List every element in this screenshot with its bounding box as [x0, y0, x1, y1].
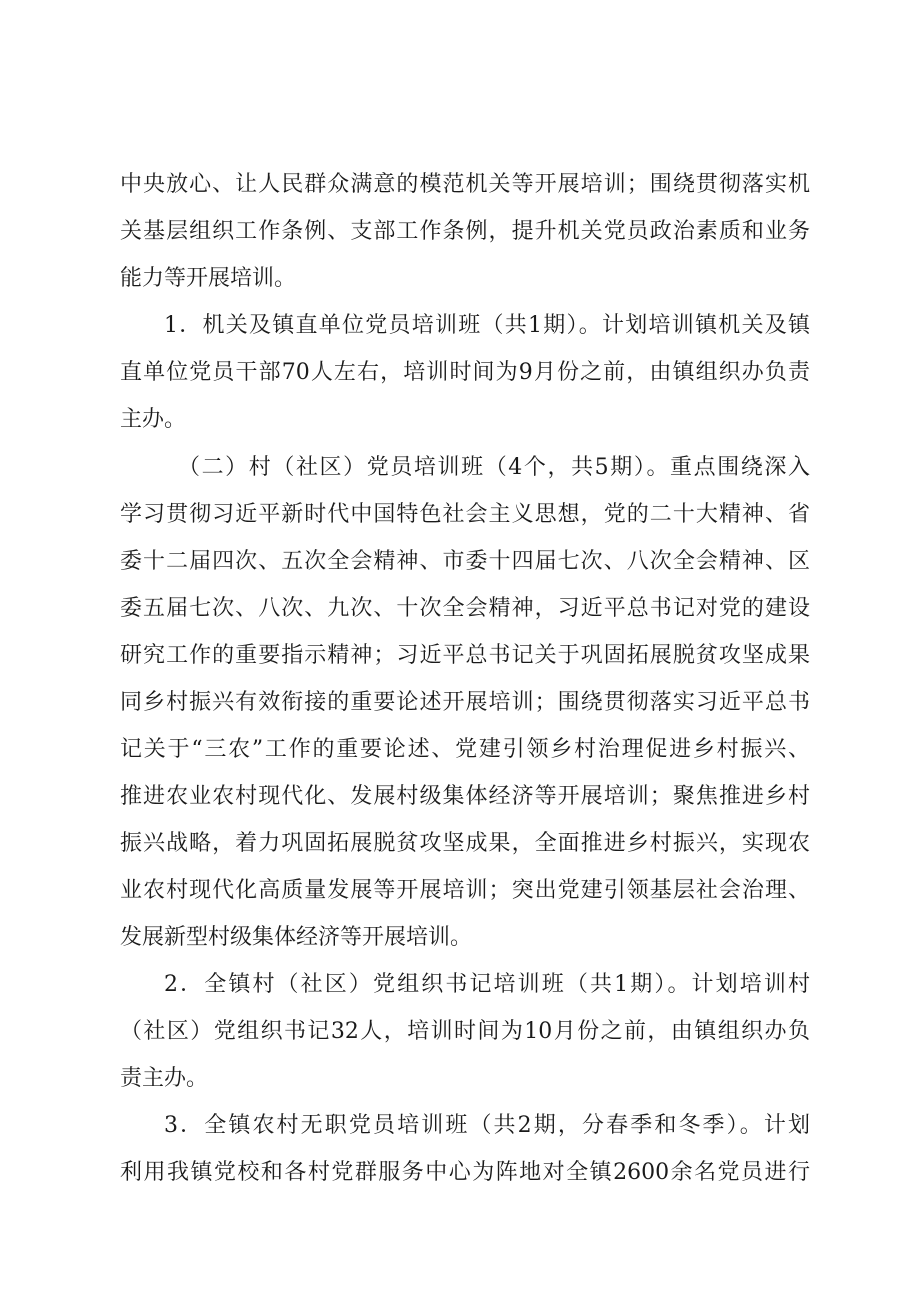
paragraph-1-line-0: 1．机关及镇直单位党员培训班（共1期）。计划培训镇机关及镇 — [164, 313, 810, 338]
paragraph-2-line-10: 发展新型村级集体经济等开展培训。 — [120, 925, 473, 950]
paragraph-4-line-1: 利用我镇党校和各村党群服务中心为阵地对全镇2600余名党员进行 — [120, 1160, 810, 1185]
paragraph-2-line-8: 振兴战略，着力巩固拓展脱贫攻坚成果，全面推进乡村振兴，实现农 — [120, 831, 810, 856]
paragraph-0-line-1: 关基层组织工作条例、支部工作条例，提升机关党员政治素质和业务 — [120, 219, 810, 244]
paragraph-0-line-2: 能力等开展培训。 — [120, 266, 297, 291]
paragraph-2-line-4: 研究工作的重要指示精神；习近平总书记关于巩固拓展脱贫攻坚成果 — [120, 643, 810, 668]
paragraph-2-line-6: 记关于“三农”工作的重要论述、党建引领乡村治理促进乡村振兴、 — [120, 737, 810, 762]
paragraph-2-line-1: 学习贯彻习近平新时代中国特色社会主义思想，党的二十大精神、省 — [120, 502, 810, 527]
paragraph-2-line-5: 同乡村振兴有效衔接的重要论述开展培训；围绕贯彻落实习近平总书 — [120, 690, 810, 715]
paragraph-1-line-1: 直单位党员干部70人左右，培训时间为9月份之前，由镇组织办负责 — [120, 360, 810, 385]
paragraph-2-line-2: 委十二届四次、五次全会精神、市委十四届七次、八次全会精神、区 — [120, 549, 810, 574]
paragraph-2-line-3: 委五届七次、八次、九次、十次全会精神，习近平总书记对党的建设 — [120, 596, 810, 621]
paragraph-3-line-2: 责主办。 — [120, 1066, 209, 1091]
paragraph-0-line-0: 中央放心、让人民群众满意的模范机关等开展培训；围绕贯彻落实机 — [120, 172, 810, 197]
paragraph-2-line-7: 推进农业农村现代化、发展村级集体经济等开展培训；聚焦推进乡村 — [120, 784, 810, 809]
paragraph-4-line-0: 3．全镇农村无职党员培训班（共2期，分春季和冬季）。计划 — [164, 1113, 810, 1138]
paragraph-3-line-1: （社区）党组织书记32人，培训时间为10月份之前，由镇组织办负 — [120, 1019, 810, 1044]
paragraph-2-line-0: （二）村（社区）党员培训班（4个，共5期）。重点围绕深入 — [178, 455, 810, 480]
paragraph-1-line-2: 主办。 — [120, 407, 187, 432]
paragraph-3-line-0: 2．全镇村（社区）党组织书记培训班（共1期）。计划培训村 — [164, 972, 810, 997]
paragraph-2-line-9: 业农村现代化高质量发展等开展培训；突出党建引领基层社会治理、 — [120, 878, 810, 903]
